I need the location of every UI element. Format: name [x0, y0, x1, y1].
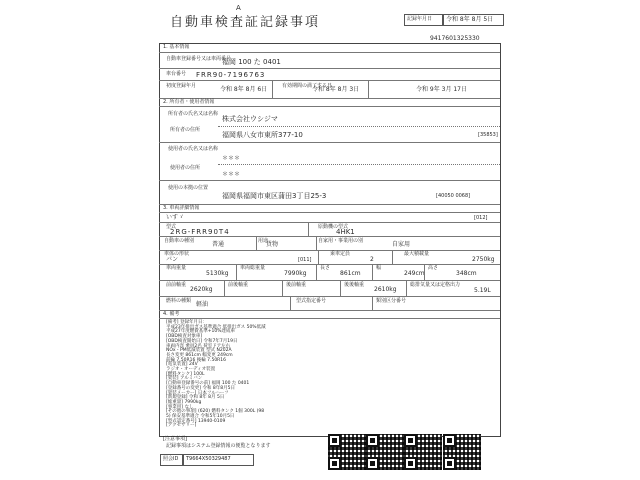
owner-address-value: 福岡県八女市東所377-10: [222, 131, 303, 139]
width-label: 幅: [376, 265, 382, 271]
inspect-value: T9664X50329487: [186, 456, 231, 462]
record-date: 令和 8年 8月 5日: [446, 16, 494, 23]
user-address-label: 使用者の住所: [170, 165, 201, 171]
expiry-value: 令和 9年 3月 17日: [416, 86, 467, 93]
note-line: [電気装置] 24V: [166, 362, 198, 368]
note-line: 前輪 7.50R16 後輪 7.50R16: [166, 357, 227, 363]
note-line: 平成23年排出ガス基準適合 低排出ガス 50%低減: [166, 324, 266, 330]
height-label: 高さ: [428, 265, 439, 271]
capacity-label: 乗車定員: [330, 251, 351, 257]
body-value: バン: [166, 256, 179, 263]
note-line: [備考] 登録年月日：: [166, 320, 207, 325]
fuel-label: 燃料の種類: [166, 298, 192, 304]
displacement-label: 総排気量又は定格出力: [410, 282, 461, 288]
record-label-box: [404, 14, 444, 26]
note-line: [自動車登録番号の前] 福岡 100 た 0401: [166, 381, 250, 387]
capacity-value: 2: [370, 256, 374, 263]
front-axle-value: 2620kg: [190, 286, 213, 293]
inspect-label: 照会ID: [163, 456, 179, 462]
notes-list: [166, 321, 466, 429]
record-date-box: [442, 14, 504, 26]
qr-code-3: [404, 434, 442, 470]
maxload-label: 最大積載量: [404, 251, 430, 257]
note-line: [事業用] なし: [166, 404, 194, 410]
note-line: [OBD検査対象車]: [166, 334, 203, 340]
qr-code-1: [328, 434, 366, 470]
qr-code-4: [443, 434, 481, 470]
rear-axle-value: 2610kg: [374, 286, 397, 293]
rear-axle-label: 後後軸重: [344, 282, 365, 288]
note-line: [その他の事項] (620) 燃料タンク 1個 300L (98: [166, 409, 265, 415]
use-label: 用途: [258, 238, 269, 244]
gross-value: 7990kg: [284, 270, 307, 277]
owner-code: [35853]: [478, 132, 498, 138]
note-line: [新規登録] 令和 8年 8月 5日: [166, 395, 225, 401]
reg-number-value: 福岡 100 た 0401: [222, 58, 281, 66]
chassis-label: 車台番号: [166, 71, 187, 77]
notice-header: [注意事項]: [163, 436, 187, 442]
section2-header: 2. 所有者・使用者情報: [163, 99, 215, 105]
section1-header: 1. 基本情報: [163, 44, 190, 50]
engine-label: 原動機の型式: [318, 224, 349, 230]
weight-label: 車両重量: [166, 265, 187, 271]
approval-label: 型式指定番号: [296, 298, 327, 304]
serial-number: 9417601325330: [430, 35, 480, 42]
private-label: 自家用・事業用の別: [318, 238, 364, 244]
first-reg-value: 令和 8年 8月 6日: [220, 86, 268, 93]
note-line: [架装] アルミバン: [166, 376, 203, 382]
user-address-value: ＊＊＊: [222, 171, 241, 178]
document-title: 自動車検査証記録事項: [170, 15, 321, 30]
note-line: [OBD検査開始日] 令和7年7月19日: [166, 338, 238, 344]
note-line: 5) 保安基準適合 令和5年10月5日: [166, 414, 235, 420]
expiry-label: 有効期間の満了する日: [282, 83, 333, 89]
body-label: 車体の形状: [164, 251, 190, 257]
inspect-value-box: [182, 454, 254, 466]
length-label: 長さ: [320, 265, 331, 271]
inspect-label-box: [160, 454, 184, 466]
note-line: 長さ変更 861cm 幅変更 249cm: [166, 352, 233, 358]
base-location-value: 福岡県福岡市東区蒲田3丁目25-3: [222, 192, 327, 200]
note-line: 平成27年度燃費基準+10%達成車: [166, 329, 235, 335]
maker-code: [012]: [474, 215, 488, 221]
notice-text: 記録事項はシステム登録情報の便覧となります: [166, 443, 271, 449]
record-label: 記録年月日: [407, 16, 433, 22]
weight-value: 5130kg: [206, 270, 229, 277]
reg-number-label: 自動車登録番号又は車両番号: [166, 56, 232, 62]
displacement-value: 5.19L: [474, 287, 491, 294]
private-value: 自家用: [392, 241, 411, 248]
user-name-label: 使用者の氏名又は名称: [168, 146, 219, 152]
note-line: [総重量] 7990kg: [166, 399, 202, 405]
length-value: 861cm: [340, 270, 361, 277]
front-axle-label: 前前軸重: [166, 282, 187, 288]
maxload-value: 2750kg: [472, 256, 495, 263]
front-rear-axle-label: 前後軸重: [228, 282, 249, 288]
fuel-value: 軽油: [196, 301, 209, 308]
base-location-code: [40050 0068]: [436, 193, 471, 199]
doc-mark: A: [236, 4, 241, 12]
note-line: 車両内容 乗員2名 荷室ドア左右: [166, 343, 231, 349]
use-value: 貨物: [266, 241, 279, 248]
note-line: [架装メーカー] 日本フルハーフ: [166, 390, 229, 396]
section4-header: 4. 備考: [163, 311, 180, 317]
note-line: [燃料タンク] 100L: [166, 371, 205, 377]
category-label: 自動車の種別: [164, 238, 195, 244]
model-value: 2RG-FRR90T4: [170, 228, 230, 236]
gross-label: 車両総重量: [240, 265, 266, 271]
engine-value: 4HK1: [336, 228, 355, 236]
owner-name-label: 所有者の氏名又は名称: [168, 111, 219, 117]
category-value: 普通: [212, 241, 225, 248]
class-label: 類別区分番号: [376, 298, 407, 304]
base-location-label: 使用の本拠の位置: [168, 185, 209, 191]
note-line: [アクセサリー]: [166, 423, 197, 429]
maker-value: いすゞ: [166, 214, 185, 221]
qr-code-2: [366, 434, 404, 470]
first-reg-label: 初度登録年月: [166, 83, 197, 89]
height-value: 348cm: [456, 270, 477, 277]
issue-value: 令和 8年 8月 3日: [312, 86, 360, 93]
chassis-value: FRR90-7196763: [196, 71, 266, 79]
note-line: [型式認定番号] 13940-0109: [166, 418, 226, 424]
owner-name-value: 株式会社ウシジマ: [222, 115, 278, 123]
rear-front-axle-label: 後前軸重: [286, 282, 307, 288]
width-value: 249cm: [404, 270, 425, 277]
owner-address-label: 所有者の住所: [170, 127, 201, 133]
body-code: [011]: [298, 257, 312, 263]
note-line: NOx・PM低減装置 型式 N202A: [166, 348, 232, 354]
user-name-value: ＊＊＊: [222, 155, 241, 162]
section3-header: 3. 車両詳細情報: [163, 205, 200, 211]
note-line: ラジオ・オーディオ装置: [166, 367, 216, 373]
note-line: [登録番号の変更] 令和 8年8月5日: [166, 385, 235, 391]
model-label: 型式: [166, 224, 177, 230]
